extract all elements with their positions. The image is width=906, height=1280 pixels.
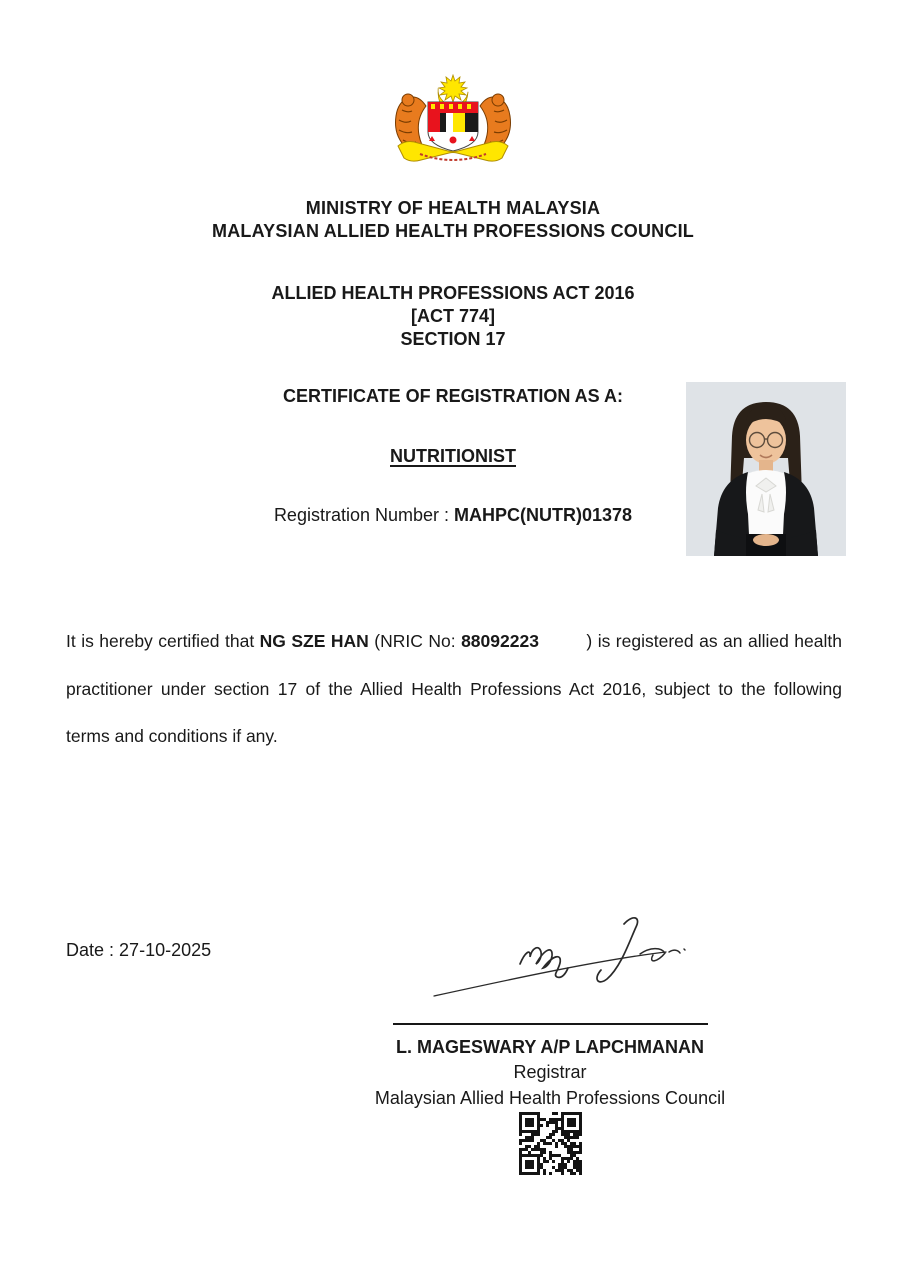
registration-label: Registration Number :	[273, 505, 450, 525]
issue-date	[66, 940, 211, 961]
ministry-name: MINISTRY OF HEALTH MALAYSIA	[305, 198, 601, 218]
nric-number: 88092223	[461, 631, 539, 651]
signature-rule	[393, 1023, 708, 1025]
ministry-header	[0, 197, 906, 243]
statement-part3: ) is registered as an allied health practitioner under section 17 of the Allied Health Professions Act 2016, subject to the following terms and conditions if any.	[66, 631, 842, 746]
verification-qr-code-icon	[519, 1112, 582, 1175]
act-title: ALLIED HEALTH PROFESSIONS ACT 2016	[271, 283, 635, 303]
act-section: SECTION 17	[400, 329, 506, 349]
registrar-organization: Malaysian Allied Health Professions Council	[374, 1088, 726, 1108]
practitioner-portrait-photo	[686, 382, 846, 556]
registrar-block	[375, 1035, 725, 1111]
registrar-signature	[428, 912, 718, 1007]
statement-part1: It is hereby certified that	[66, 631, 255, 651]
act-block	[0, 282, 906, 351]
registration-number: MAHPC(NUTR)01378	[454, 505, 633, 525]
date-label: Date :	[66, 940, 115, 960]
registrar-name: L. MAGESWARY A/P LAPCHMANAN	[395, 1037, 704, 1057]
statement-part2: (NRIC No:	[374, 631, 456, 651]
act-number: [ACT 774]	[410, 306, 495, 326]
certification-statement	[66, 618, 842, 761]
council-name: MALAYSIAN ALLIED HEALTH PROFESSIONS COUNCIL	[212, 221, 694, 241]
practitioner-name: NG SZE HAN	[259, 631, 369, 651]
date-value: 27-10-2025	[119, 940, 212, 960]
profession-label: NUTRITIONIST	[390, 446, 516, 466]
registrar-title: Registrar	[513, 1062, 587, 1082]
qr-cells	[519, 1112, 582, 1175]
malaysia-coat-of-arms-icon	[386, 74, 520, 170]
certificate-title: CERTIFICATE OF REGISTRATION AS A:	[283, 386, 623, 406]
